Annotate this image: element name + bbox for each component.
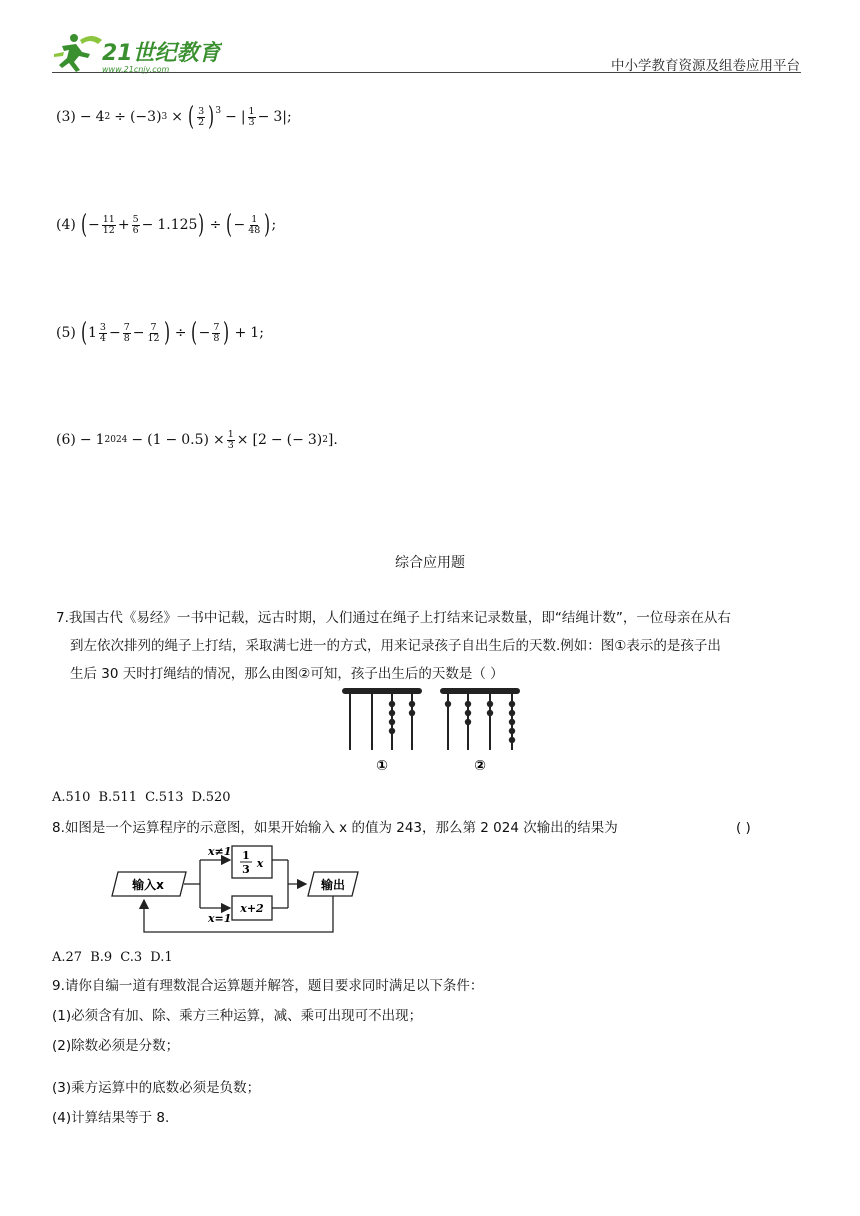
knot-rope-figure-1 <box>342 688 422 750</box>
site-logo <box>52 32 222 76</box>
q9-intro: 9.请你自编一道有理数混合运算题并解答，题目要求同时满足以下条件： <box>52 978 484 994</box>
divide-variable: x <box>256 857 264 870</box>
header-divider <box>52 72 801 73</box>
condition-top: x≠1 <box>208 845 232 858</box>
q7-choices: A.510 B.511 C.513 D.520 <box>52 790 231 805</box>
platform-name: 中小学教育资源及组卷应用平台 <box>611 58 800 74</box>
q8-text: 8.如图是一个运算程序的示意图，如果开始输入 x 的值为 243，那么第 2 024 次输出的结果为 <box>52 820 618 836</box>
section-title: 综合应用题 <box>395 555 465 571</box>
figure-2-label: ② <box>474 758 486 774</box>
q9-condition-4: (4)计算结果等于 8. <box>52 1110 170 1126</box>
problem-4: (4) ( − $\frac{11}{12}$ + $\frac{5}{6}$ − 1.125 ) ÷ ( − $\frac{1}{48}$ ) ; <box>56 210 277 240</box>
q9-condition-3: (3)乘方运算中的底数必须是负数； <box>52 1080 261 1096</box>
q7-line3: 生后 30 天时打绳结的情况，那么由图②可知，孩子出生后的天数是（ ） <box>70 666 504 682</box>
divide-numerator: 1 <box>242 849 250 862</box>
problem-3-label: (3) <box>56 109 76 125</box>
q7-line2: 到左依次排列的绳子上打结，采取满七进一的方式，用来记录孩子自出生后的天数.例如：图①表示的是孩子出 <box>70 638 721 654</box>
output-label: 输出 <box>320 878 346 892</box>
problem-6-label: (6) <box>56 432 76 449</box>
problem-4-label: (4) <box>56 217 76 233</box>
flowchart <box>108 840 368 936</box>
problem-5: (5) ( 1 $\frac{3}{4}$ − $\frac{7}{8}$ − $\frac{7}{12}$ ) ÷ ( − $\frac{7}{8}$ ) + 1; <box>56 318 264 348</box>
figure-1-label: ① <box>376 758 388 774</box>
q9-condition-1: (1)必须含有加、除、乘方三种运算，减、乘可出现可不出现； <box>52 1008 423 1024</box>
knot-rope-figure-2 <box>440 688 520 750</box>
logo-text: 21世纪教育 <box>102 41 221 66</box>
q7-line1: 7.我国古代《易经》一书中记载，远古时期，人们通过在绳子上打结来记录数量，即“结绳计数”，一位母亲在从右 <box>56 610 731 626</box>
input-label: 输入x <box>132 878 164 892</box>
q9-condition-2: (2)除数必须是分数； <box>52 1038 180 1054</box>
add-label: x+2 <box>240 902 264 915</box>
q8-bracket: ( ) <box>736 820 751 836</box>
condition-bottom: x=1 <box>208 912 232 925</box>
problem-3: (3) − 4 2 ÷ (−3) 3 × ( $\frac{3}{2}$ ) $^3$ − | $\frac{1}{3}$ − 3|; <box>56 102 292 132</box>
q8-choices: A.27 B.9 C.3 D.1 <box>52 950 173 965</box>
logo-url: www.21cnjy.com <box>102 65 170 74</box>
problem-5-label: (5) <box>56 325 76 341</box>
divide-denominator: 3 <box>242 863 250 876</box>
knot-figure <box>330 684 530 776</box>
problem-6: (6) − 1 2024 − (1 − 0.5) × $\frac{1}{3}$ × [2 − (− 3) 2 ]. <box>56 429 338 451</box>
runner-icon <box>54 34 102 72</box>
